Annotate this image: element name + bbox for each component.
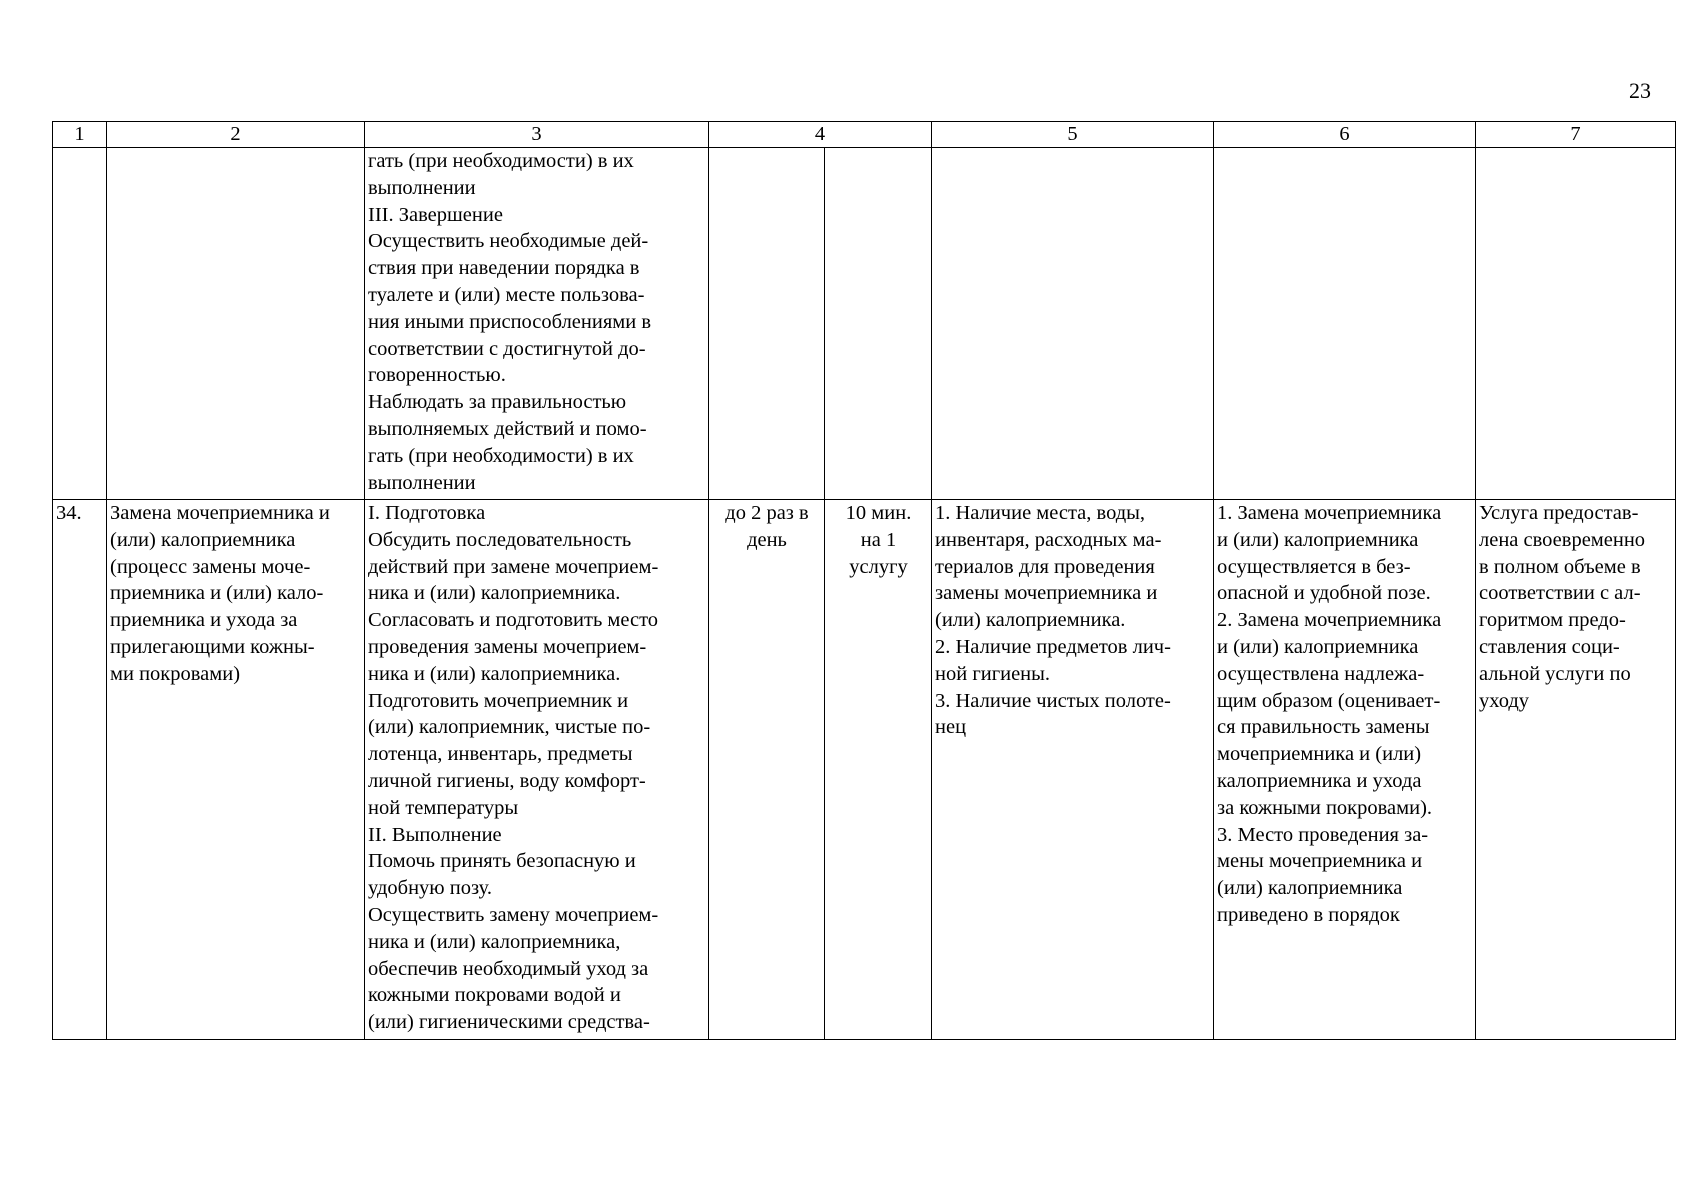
conditions-cell — [932, 148, 1214, 500]
column-number-header: 5 — [932, 122, 1214, 148]
quality-indicators-cell — [1214, 148, 1476, 500]
service-name-cell — [107, 148, 365, 500]
frequency-cell: до 2 раз в день — [709, 500, 825, 1040]
column-number-header: 6 — [1214, 122, 1476, 148]
column-number-header: 7 — [1476, 122, 1676, 148]
procedure-cell: I. Подготовка Обсудить последовательность действий при замене мочеприем- ника и (или) калоприемника. Согласовать и подготовить место проведения замены мочеприем- ника и (или) калоприемника. Подготовить мочеприемник и (или) калоприемник, чистые по- лотенца, инвентарь, предметы личной гигиены, воду комфорт- ной температуры II. Выполнение Помочь принять безопасную и удобную позу. Осуществить замену мочеприем- ника и (или) калоприемника, обеспечив необходимый уход за кожными покровами водой и (или) гигиеническими средства- — [365, 500, 709, 1040]
procedure-cell: гать (при необходимости) в их выполнении III. Завершение Осуществить необходимые дей- ствия при наведении порядка в туалете и (или) месте пользова- ния иными приспособлениями в соответствии с достигнутой до- говоренностью. Наблюдать за правильностью выполняемых действий и помо- гать (при необходимости) в их выполнении — [365, 148, 709, 500]
evaluation-cell: Услуга предостав- лена своевременно в полном объеме в соответствии с ал- горитмом предо- ставления соци- альной услуги по уходу — [1476, 500, 1676, 1040]
service-name-cell: Замена мочеприемника и (или) калоприемника (процесс замены моче- приемника и (или) кало- приемника и ухода за прилегающими кожны- ми покровами) — [107, 500, 365, 1040]
table-row-continuation — [53, 148, 1676, 500]
quality-indicators-cell: 1. Замена мочеприемника и (или) калоприемника осуществляется в без- опасной и удобной позе. 2. Замена мочеприемника и (или) калоприемника осуществлена надлежа- щим образом (оценивает- ся правильность замены мочеприемника и (или) калоприемника и ухода за кожными покровами). 3. Место проведения за- мены мочеприемника и (или) калоприемника приведено в порядок — [1214, 500, 1476, 1040]
table-row-34 — [53, 500, 1676, 1040]
column-number-header: 1 — [53, 122, 107, 148]
duration-cell — [825, 148, 932, 500]
conditions-cell: 1. Наличие места, воды, инвентаря, расходных ма- териалов для проведения замены мочеприемника и (или) калоприемника. 2. Наличие предметов лич- ной гигиены. 3. Наличие чистых полоте- нец — [932, 500, 1214, 1040]
column-number-header: 4 — [709, 122, 932, 148]
column-number-header-row — [53, 122, 1676, 148]
services-table — [52, 121, 1676, 1040]
column-number-header: 2 — [107, 122, 365, 148]
frequency-cell — [709, 148, 825, 500]
duration-cell: 10 мин. на 1 услугу — [825, 500, 932, 1040]
column-number-header: 3 — [365, 122, 709, 148]
row-number-cell: 34. — [53, 500, 107, 1040]
evaluation-cell — [1476, 148, 1676, 500]
page-number: 23 — [1629, 78, 1651, 103]
row-number-cell — [53, 148, 107, 500]
